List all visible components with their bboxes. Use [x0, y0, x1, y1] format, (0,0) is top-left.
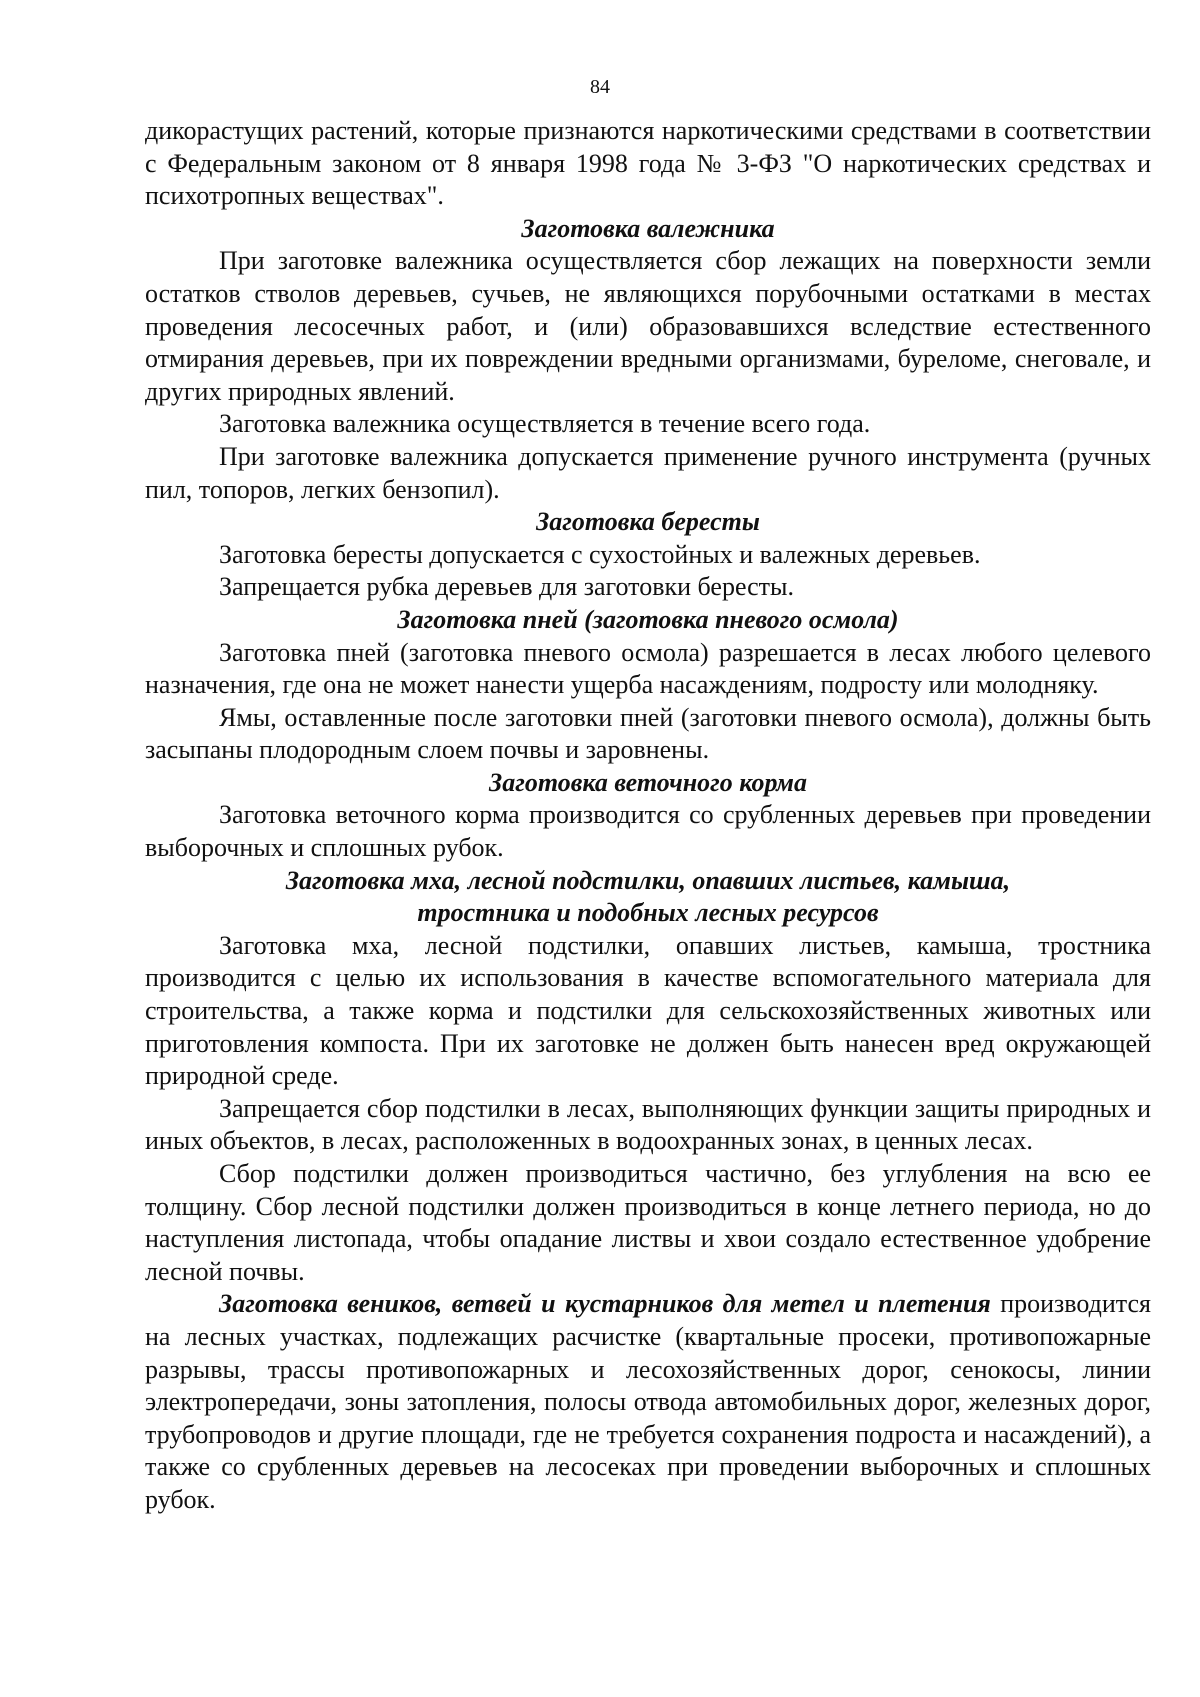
paragraph: Ямы, оставленные после заготовки пней (заготовки пневого осмола), должны быть засыпаны плодородным слоем почвы и заровнены. [145, 702, 1151, 765]
section-heading-birch-bark: Заготовка бересты [536, 507, 760, 537]
section-heading-moss-litter [145, 865, 1151, 930]
section-heading-deadwood: Заготовка валежника [521, 213, 775, 243]
paragraph-brooms-body: производится на лесных участках, подлежащих расчистке (квартальные просеки, противопожарные разрывы, трассы противопожарных и лесохозяйственных дорог, сенокосы, линии электропередачи, зоны затопления, полосы отвода автомобильных дорог, железных дорог, трубопроводов и другие площади, где не требуется сохранения подроста и насаждений), а также со срубленных деревьев на лесосеках при проведении выборочных и сплошных рубок. [145, 1289, 1151, 1514]
paragraph-continuation: дикорастущих растений, которые признаются наркотическими средствами в соответствии с Федеральным законом от 8 января 1998 года № 3-ФЗ "О наркотических средствах и психотропных веществах". [145, 116, 1151, 211]
paragraph: Запрещается рубка деревьев для заготовки бересты. [219, 572, 795, 602]
heading-line-2: тростника и подобных лесных ресурсов [417, 898, 879, 928]
section-heading-stumps: Заготовка пней (заготовка пневого осмола) [397, 604, 899, 634]
page-content [145, 115, 1151, 1517]
paragraph: Заготовка пней (заготовка пневого осмола) разрешается в лесах любого целевого назначения, где она не может нанести ущерба насаждениям, подросту или молодняку. [145, 637, 1151, 700]
inline-heading-brooms: Заготовка веников, ветвей и кустарников для метел и плетения [219, 1289, 991, 1319]
paragraph: Заготовка веточного корма производится со срубленных деревьев при проведении выборочных и сплошных рубок. [145, 800, 1151, 863]
paragraph-brooms [145, 1288, 1151, 1516]
paragraph: При заготовке валежника допускается применение ручного инструмента (ручных пил, топоров, легких бензопил). [145, 441, 1151, 504]
heading-line-1: Заготовка мха, лесной подстилки, опавших листьев, камыша, [285, 865, 1011, 895]
paragraph: Сбор подстилки должен производиться частично, без углубления на всю ее толщину. Сбор лесной подстилки должен производиться в конце летнего периода, но до наступления листопада, чтобы опадание листвы и хвои создало естественное удобрение лесной почвы. [145, 1159, 1151, 1286]
paragraph: Запрещается сбор подстилки в лесах, выполняющих функции защиты природных и иных объектов, в лесах, расположенных в водоохранных зонах, в ценных лесах. [145, 1093, 1151, 1156]
paragraph: Заготовка бересты допускается с сухостойных и валежных деревьев. [219, 539, 981, 569]
page-number: 84 [590, 76, 610, 98]
paragraph: Заготовка мха, лесной подстилки, опавших листьев, камыша, тростника производится с целью их использования в качестве вспомогательного материала для строительства, а также корма и подстилки для сельскохозяйственных животных или приготовления компоста. При их заготовке не должен быть нанесен вред окружающей природной среде. [145, 930, 1151, 1091]
section-heading-branch-fodder: Заготовка веточного корма [489, 767, 807, 797]
paragraph: Заготовка валежника осуществляется в течение всего года. [219, 409, 871, 439]
paragraph: При заготовке валежника осуществляется сбор лежащих на поверхности земли остатков стволов деревьев, сучьев, не являющихся порубочными остатками в местах проведения лесосечных работ, и (или) образовавшихся вследствие естественного отмирания деревьев, при их повреждении вредными организмами, буреломе, снеговале, и других природных явлений. [145, 246, 1151, 406]
